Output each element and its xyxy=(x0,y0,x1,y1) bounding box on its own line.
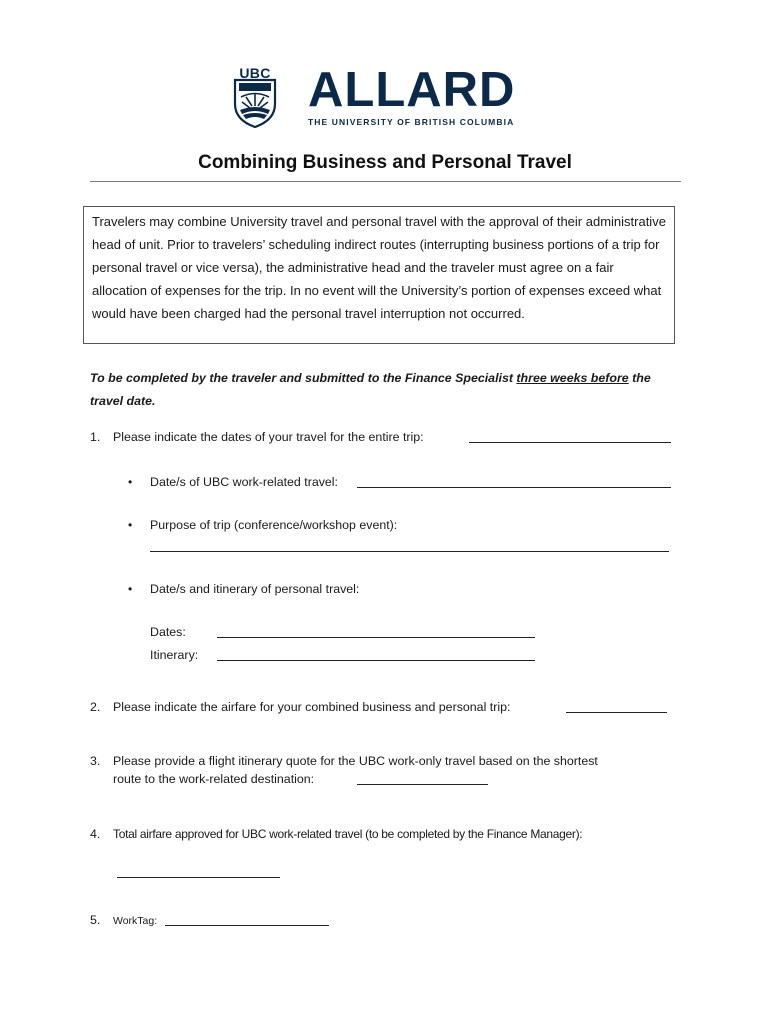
question-number: 3. xyxy=(90,754,101,768)
question-2 xyxy=(0,698,770,718)
ubc-wordmark: UBC xyxy=(239,65,271,81)
bullet-text: Date/s of UBC work-related travel: xyxy=(150,475,338,489)
worktag-label: WorkTag: xyxy=(113,915,158,927)
intro-box: Travelers may combine University travel and personal travel with the approval of their administrative head of unit. Prior to travelers’ scheduling indirect routes (interrupting business portions of a trip for personal travel or vice versa), the administrative head and the traveler must agree on a fair allocation of expenses for the trip. In no event will the University’s portion of expenses exceed what would have been charged had the personal travel interruption not occurred. xyxy=(83,206,675,344)
bullet-personal-travel xyxy=(0,580,770,600)
itinerary-label: Itinerary: xyxy=(150,648,199,662)
question-5 xyxy=(0,911,770,931)
question-text: Please indicate the dates of your travel for the entire trip: xyxy=(113,430,424,444)
work-dates-field[interactable] xyxy=(357,487,671,488)
personal-dates-field[interactable] xyxy=(217,637,535,638)
university-name: THE UNIVERSITY OF BRITISH COLUMBIA xyxy=(308,117,515,127)
title-divider xyxy=(90,181,681,182)
bullet-icon: • xyxy=(128,475,133,489)
bullet-text: Date/s and itinerary of personal travel: xyxy=(150,582,360,596)
question-number: 5. xyxy=(90,913,101,927)
question-text: Total airfare approved for UBC work-related travel (to be completed by the Finance Manager): xyxy=(113,827,583,841)
question-text-line1: Please provide a flight itinerary quote for the UBC work-only travel based on the shortest xyxy=(113,754,598,768)
instructions-text-before: To be completed by the traveler and submitted to the Finance Specialist xyxy=(90,371,517,385)
worktag-field[interactable] xyxy=(165,925,329,926)
question-number: 2. xyxy=(90,700,101,714)
question-3 xyxy=(0,752,770,792)
itinerary-row xyxy=(0,646,770,666)
purpose-field[interactable] xyxy=(150,551,669,552)
bullet-work-dates xyxy=(0,473,770,493)
question-4 xyxy=(0,825,770,845)
approved-airfare-field[interactable] xyxy=(117,877,280,878)
question-text-line2: route to the work-related destination: xyxy=(113,772,315,786)
instructions-text-after: the travel date. xyxy=(90,371,651,408)
dates-label: Dates: xyxy=(150,625,186,639)
bullet-icon: • xyxy=(128,518,133,532)
combined-airfare-field[interactable] xyxy=(566,712,667,713)
page-title: Combining Business and Personal Travel xyxy=(198,152,572,173)
bullet-purpose xyxy=(0,516,770,536)
question-text: Please indicate the airfare for your combined business and personal trip: xyxy=(113,700,511,714)
instructions-deadline: three weeks before xyxy=(516,371,629,385)
personal-itinerary-field[interactable] xyxy=(217,660,535,661)
dates-row xyxy=(0,623,770,643)
trip-dates-field[interactable] xyxy=(469,442,671,443)
instructions xyxy=(90,367,675,413)
question-number: 1. xyxy=(90,430,101,444)
allard-logo xyxy=(232,64,522,130)
question-1 xyxy=(0,428,770,448)
question-number: 4. xyxy=(90,827,101,841)
flight-quote-field[interactable] xyxy=(357,784,488,785)
bullet-icon: • xyxy=(128,582,133,596)
allard-wordmark: ALLARD xyxy=(308,63,516,117)
bullet-text: Purpose of trip (conference/workshop event): xyxy=(150,518,398,532)
